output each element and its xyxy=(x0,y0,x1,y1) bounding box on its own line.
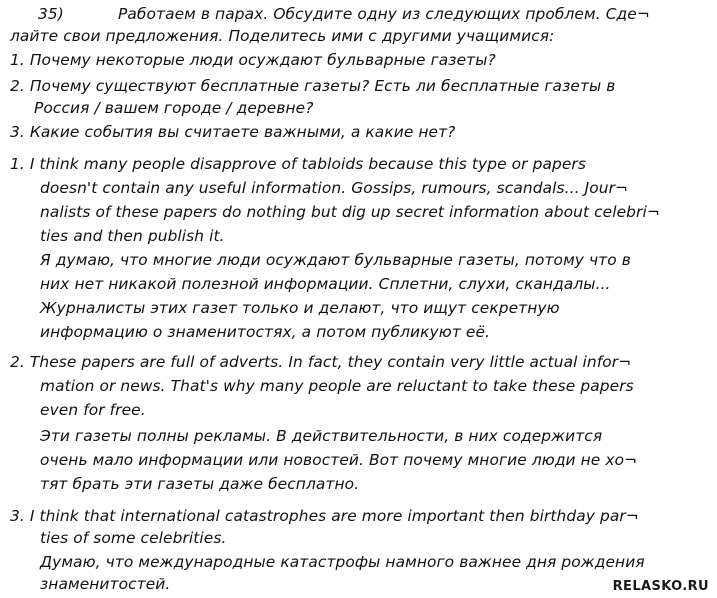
instruction-line-2: лайте свои предложения. Поделитесь ими с другими учащимися: xyxy=(10,27,555,45)
answer-1-ru-line-4: информацию о знаменитостях, а потом публикуют её. xyxy=(40,323,491,341)
question-1: 1. Почему некоторые люди осуждают бульварные газеты? xyxy=(10,51,496,69)
question-3: 3. Какие события вы считаете важными, а какие нет? xyxy=(10,123,456,141)
answer-1-en-line-2: doesn't contain any useful information. Gossips, rumours, scandals... Jour¬ xyxy=(40,179,629,197)
answer-1-ru-line-1: Я думаю, что многие люди осуждают бульварные газеты, потому что в xyxy=(40,251,631,269)
question-2-line-2: Россия / вашем городе / деревне? xyxy=(34,99,314,117)
answer-3-en-line-1: 3. I think that international catastrophes are more important then birthday par¬ xyxy=(10,507,639,525)
exercise-number: 35) xyxy=(38,5,64,23)
answer-3-ru-line-1: Думаю, что международные катастрофы намного важнее дня рождения xyxy=(40,553,645,571)
answer-1-en-line-3: nalists of these papers do nothing but dig up secret information about celebri¬ xyxy=(40,203,660,221)
answer-2-en-line-3: even for free. xyxy=(40,401,146,419)
answer-2-ru-line-3: тят брать эти газеты даже бесплатно. xyxy=(40,475,360,493)
answer-2-ru-line-1: Эти газеты полны рекламы. В действительности, в них содержится xyxy=(40,427,603,445)
question-2-line-1: 2. Почему существуют бесплатные газеты? Есть ли бесплатные газеты в xyxy=(10,77,616,95)
answer-1-ru-line-2: них нет никакой полезной информации. Сплетни, слухи, скандалы... xyxy=(40,275,611,293)
answer-3-ru-line-2: знаменитостей. xyxy=(40,575,171,593)
answer-3-en-line-2: ties of some celebrities. xyxy=(40,529,227,547)
answer-1-en-line-1: 1. I think many people disapprove of tabloids because this type or papers xyxy=(10,155,586,173)
instruction-line-1: Работаем в парах. Обсудите одну из следующих проблем. Сде¬ xyxy=(118,5,650,23)
answer-1-ru-line-3: Журналисты этих газет только и делают, что ищут секретную xyxy=(40,299,560,317)
answer-2-en-line-1: 2. These papers are full of adverts. In fact, they contain very little actual infor¬ xyxy=(10,353,632,371)
answer-2-ru-line-2: очень мало информации или новостей. Вот почему многие люди не хо¬ xyxy=(40,451,638,469)
answer-1-en-line-4: ties and then publish it. xyxy=(40,227,225,245)
answer-2-en-line-2: mation or news. That's why many people are reluctant to take these papers xyxy=(40,377,634,395)
site-watermark: RELASKO.RU xyxy=(612,579,709,594)
